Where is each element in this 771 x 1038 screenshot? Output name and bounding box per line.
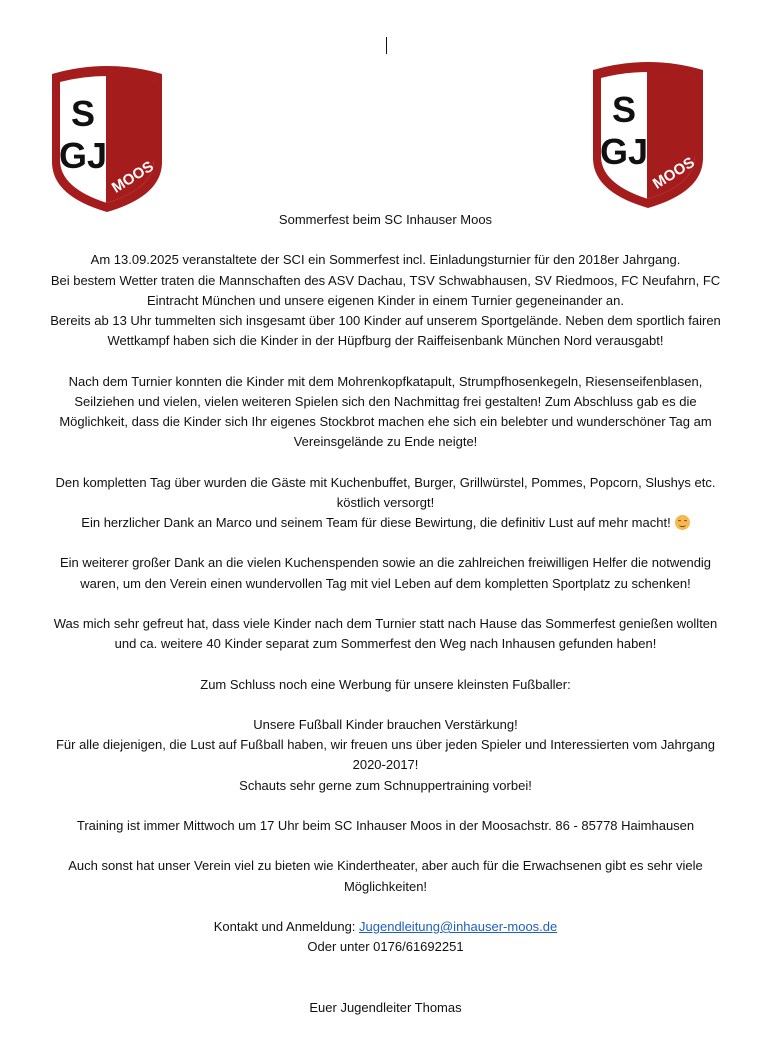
paragraph-line: Am 13.09.2025 veranstaltete der SCI ein Sommerfest incl. Einladungsturnier für den 2018er Jahrgang. — [90, 252, 681, 268]
document-body — [30, 210, 741, 1018]
paragraph-line: Schauts sehr gerne zum Schnuppertraining vorbei! — [239, 777, 532, 793]
thanks-text: Ein herzlicher Dank an Marco und seinem Team für diese Bewirtung, die definitiv Lust auf mehr macht! — [81, 515, 671, 530]
club-logo-right — [589, 60, 707, 210]
paragraph-line: Wettkampf haben sich die Kinder in der Hüpfburg der Raiffeisenbank München Nord verausgabt! — [107, 333, 664, 349]
paragraph-line: köstlich versorgt! — [336, 494, 435, 510]
paragraph-line: Bereits ab 13 Uhr tummelten sich insgesamt über 100 Kinder auf unserem Sportgelände. Neben dem sportlich fairen — [50, 313, 721, 328]
paragraph-line: Zum Schluss noch eine Werbung für unsere kleinsten Fußballer: — [200, 676, 571, 692]
paragraph-line: Unsere Fußball Kinder brauchen Verstärkung! — [253, 716, 518, 732]
text-cursor — [386, 37, 387, 54]
paragraph-line: Den kompletten Tag über wurden die Gäste mit Kuchenbuffet, Burger, Grillwürstel, Pommes, Popcorn, Slushys etc. — [55, 474, 716, 490]
contact-label: Kontakt und Anmeldung: — [213, 918, 360, 934]
paragraph-line: Was mich sehr gefreut hat, dass viele Kinder nach dem Turnier statt nach Hause das Sommerfest genießen wollten — [53, 615, 718, 631]
paragraph-line: Möglichkeiten! — [343, 878, 428, 894]
club-logo-left — [48, 64, 166, 214]
paragraph-line: Eintracht München und unsere eigenen Kinder in einem Turnier gegeneinander an. — [147, 292, 624, 308]
paragraph-line: Ein weiterer großer Dank an die vielen Kuchenspenden sowie an die zahlreichen freiwilligen Helfer die notwendig — [59, 555, 712, 571]
paragraph-line: Möglichkeit, dass die Kinder sich Ihr eigenes Stockbrot machen ehe sich ein belebter und wunderschöner Tag am — [59, 414, 712, 429]
contact-line — [30, 917, 741, 937]
signature: Euer Jugendleiter Thomas — [309, 999, 462, 1015]
svg-text:S: S — [70, 93, 96, 134]
paragraph-line: Training ist immer Mittwoch um 17 Uhr beim SC Inhauser Moos in der Moosachstr. 86 - 85778 Haimhausen — [76, 817, 695, 833]
paragraph-line: 2020-2017! — [352, 757, 419, 773]
paragraph-line: waren, um den Verein einen wundervollen Tag mit viel Leben auf dem kompletten Sportplatz zu schenken! — [80, 575, 691, 591]
thanks-line — [30, 513, 741, 533]
contact-email-link[interactable]: Jugendleitung@inhauser-moos.de — [359, 918, 558, 934]
paragraph-line: Vereinsgelände zu Ende neigte! — [293, 434, 478, 450]
svg-text:MOOS: MOOS — [649, 153, 698, 193]
page-title: Sommerfest beim SC Inhauser Moos — [278, 212, 493, 227]
paragraph-line: Bei bestem Wetter traten die Mannschaften des ASV Dachau, TSV Schwabhausen, SV Riedmoos, FC Neufahrn, FC — [50, 272, 721, 288]
smiley-icon — [675, 515, 690, 530]
paragraph-line: und ca. weitere 40 Kinder separat zum Sommerfest den Weg nach Inhausen gefunden haben! — [114, 636, 657, 652]
paragraph-line: Nach dem Turnier konnten die Kinder mit dem Mohrenkopfkatapult, Strumpfhosenkegeln, Riesenseifenblasen, — [68, 373, 703, 389]
paragraph-line: Für alle diejenigen, die Lust auf Fußball haben, wir freuen uns über jeden Spieler und Interessierten vom Jahrgang — [55, 737, 716, 753]
paragraph-line: Seilziehen und vielen, vielen weiteren Spielen sich den Nachmittag frei gestalten! Zum Abschluss gab es die — [74, 393, 697, 409]
svg-text:MOOS: MOOS — [108, 157, 157, 197]
svg-text:S: S — [611, 89, 637, 130]
contact-phone: Oder unter 0176/61692251 — [307, 939, 464, 955]
paragraph-line: Auch sonst hat unser Verein viel zu bieten wie Kindertheater, aber auch für die Erwachsenen gibt es sehr viele — [68, 858, 703, 874]
svg-text:GJ: GJ — [599, 131, 649, 172]
svg-text:GJ: GJ — [58, 135, 108, 176]
